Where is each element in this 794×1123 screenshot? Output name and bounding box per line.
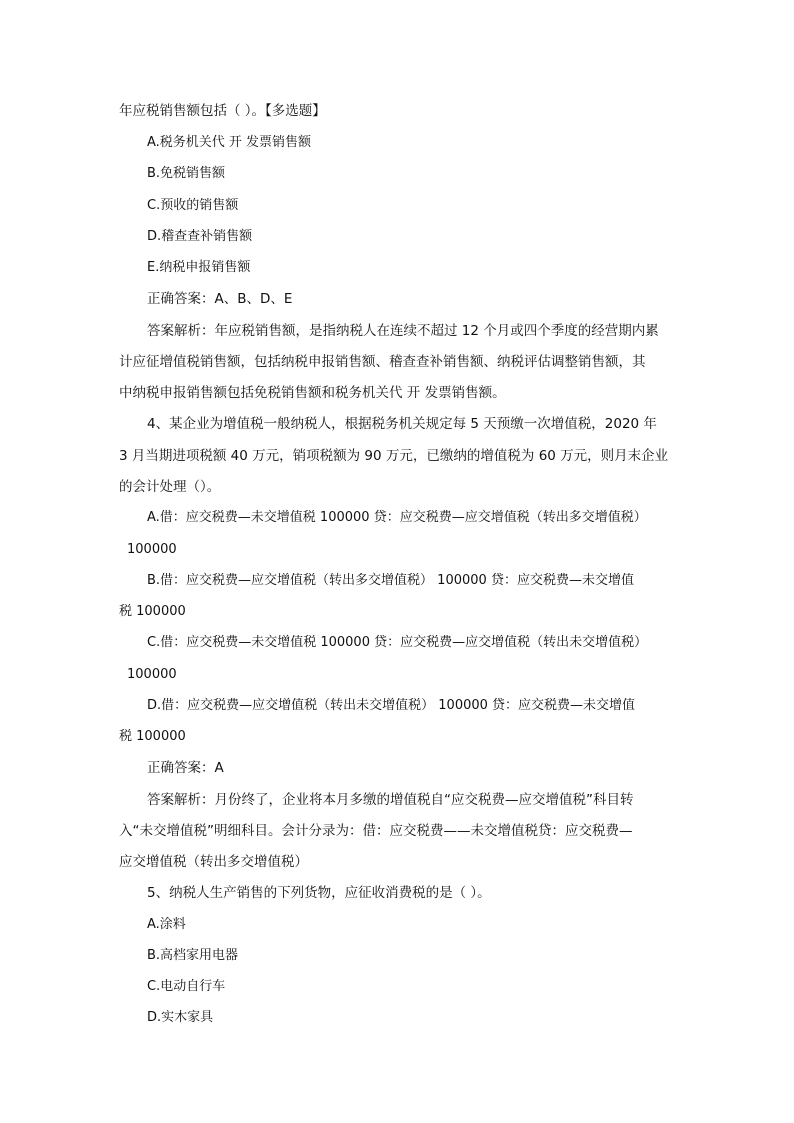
q5-option-d: D.实木家具 bbox=[147, 1010, 214, 1025]
q4-option-d-cont: 税 100000 bbox=[119, 729, 186, 744]
q4-option-a-cont: 100000 bbox=[127, 542, 177, 557]
q4-analysis-line: 答案解析：月份终了，企业将本月多缴的增值税自“应交税费—应交增值税”科目转 bbox=[147, 792, 634, 808]
q3-option-d: D.稽查查补销售额 bbox=[147, 229, 253, 244]
q5-option-a: A.涂料 bbox=[147, 917, 186, 932]
q4-stem-line: 的会计处理（）。 bbox=[119, 479, 221, 495]
q3-analysis-line: 计应征增值税销售额，包括纳税申报销售额、稽查查补销售额、纳税评估调整销售额，其 bbox=[119, 354, 646, 370]
q3-option-a: A.税务机关代 开 发票销售额 bbox=[147, 135, 312, 150]
q4-stem-line: 3 月当期进项税额 40 万元，销项税额为 90 万元，已缴纳的增值税为 60 万元，则月末企业 bbox=[119, 448, 669, 464]
q4-option-a: A.借：应交税费—未交增值税 100000 贷：应交税费—应交增值税（转出多交增值税） bbox=[147, 510, 647, 525]
q3-option-b: B.免税销售额 bbox=[147, 166, 226, 181]
q4-analysis-line: 入“未交增值税”明细科目。会计分录为：借：应交税费——未交增值税贷：应交税费— bbox=[119, 823, 633, 839]
q5-stem: 5、纳税人生产销售的下列货物，应征收消费税的是（ ）。 bbox=[147, 885, 491, 901]
q4-analysis-line: 应交增值税（转出多交增值税） bbox=[119, 854, 308, 870]
q3-option-e: E.纳税申报销售额 bbox=[147, 260, 251, 275]
q3-answer: 正确答案：A、B、D、E bbox=[147, 291, 293, 307]
q4-stem-line: 4、某企业为增值税一般纳税人，根据税务机关规定每 5 天预缴一次增值税，2020 年 bbox=[147, 416, 657, 432]
q3-stem: 年应税销售额包括（ ）。【多选题】 bbox=[119, 103, 326, 119]
q3-option-c: C.预收的销售额 bbox=[147, 198, 239, 213]
q4-option-b-cont: 税 100000 bbox=[119, 604, 186, 619]
q4-option-c: C.借：应交税费—未交增值税 100000 贷：应交税费—应交增值税（转出未交增值税） bbox=[147, 635, 648, 650]
q4-option-b: B.借：应交税费—应交增值税（转出多交增值税） 100000 贷：应交税费—未交增值 bbox=[147, 573, 634, 588]
q4-option-d: D.借：应交税费—应交增值税（转出未交增值税） 100000 贷：应交税费—未交增值 bbox=[147, 698, 636, 713]
q5-option-c: C.电动自行车 bbox=[147, 979, 226, 994]
q4-answer: 正确答案：A bbox=[147, 760, 224, 776]
q3-analysis-line: 中纳税申报销售额包括免税销售额和税务机关代 开 发票销售额。 bbox=[119, 385, 506, 401]
q4-option-c-cont: 100000 bbox=[127, 667, 177, 682]
q5-option-b: B.高档家用电器 bbox=[147, 948, 239, 963]
q3-analysis-line: 答案解析：年应税销售额，是指纳税人在连续不超过 12 个月或四个季度的经营期内累 bbox=[147, 323, 659, 339]
